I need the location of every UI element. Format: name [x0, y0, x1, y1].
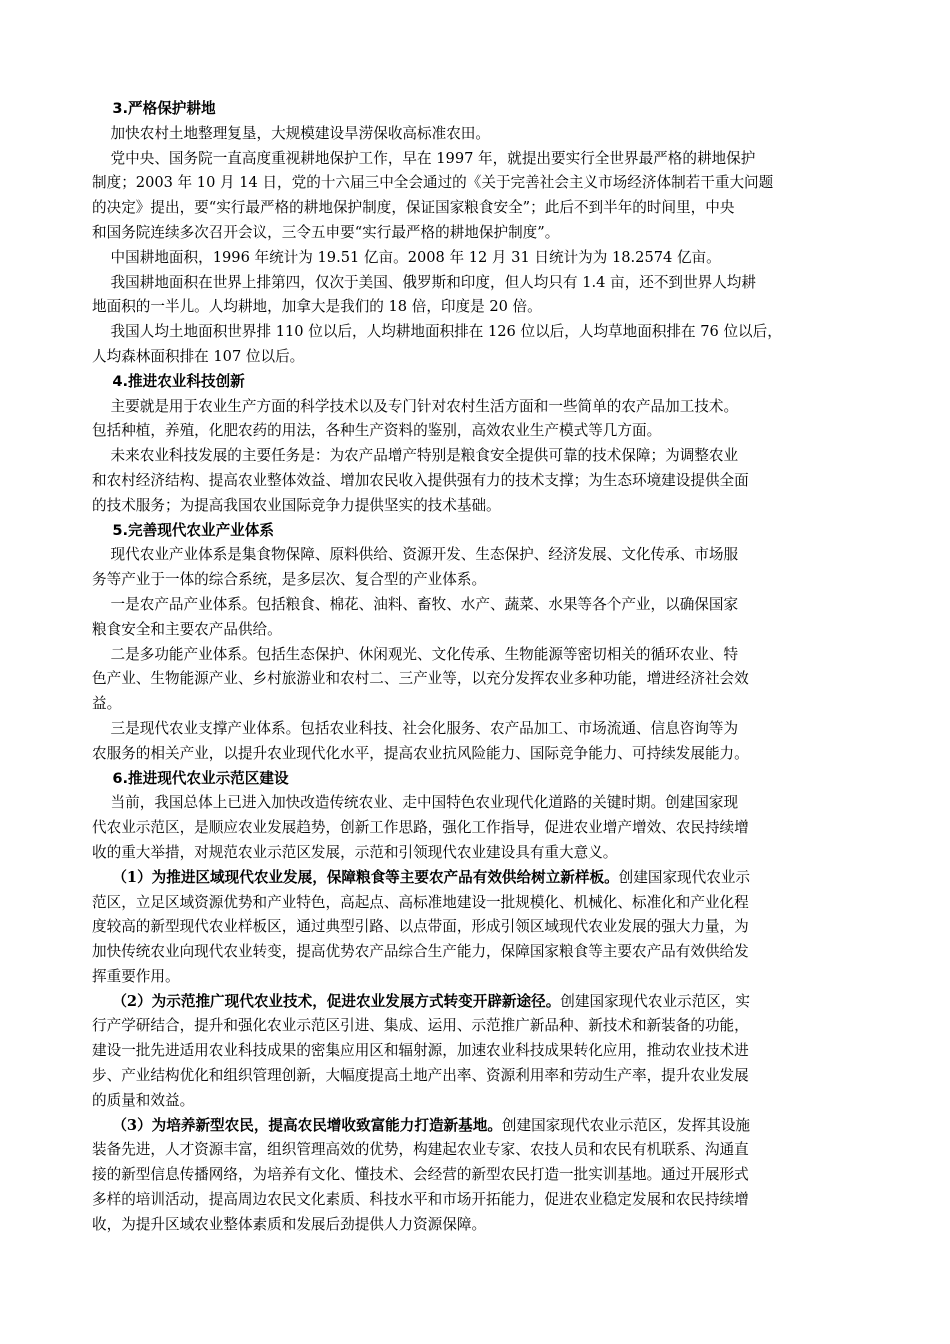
text-line: 范区，立足区域资源优势和产业特色，高起点、高标准地建设一批规模化、机械化、标准化和产业化程 [92, 893, 749, 911]
text-line: 的技术服务；为提高我国农业国际竞争力提供坚实的技术基础。 [92, 496, 501, 514]
bold-lead-text: （1）为推进区域现代农业发展，保障粮食等主要农产品有效供给树立新样板。 [92, 868, 619, 886]
text-line: 色产业、生物能源产业、乡村旅游业和农村二、三产业等，以充分发挥农业多种功能，增进经济社会效 [92, 670, 749, 688]
text-line: 当前，我国总体上已进入加快改造传统农业、走中国特色农业现代化道路的关键时期。创建国家现 [92, 794, 739, 812]
text-line: 主要就是用于农业生产方面的科学技术以及专门针对农村生活方面和一些简单的农产品加工技术。 [92, 397, 739, 415]
text-line: 和农村经济结构、提高农业整体效益、增加农民收入提供强有力的技术支撑；为生态环境建设提供全面 [92, 471, 749, 489]
body-text: 创建国家现代农业示范区，发挥其设施 [501, 1116, 751, 1134]
text-line: 步、产业结构优化和组织管理创新，大幅度提高土地产出率、资源利用率和劳动生产率，提升农业发展 [92, 1067, 749, 1085]
text-line: 三是现代农业支撑产业体系。包括农业科技、社会化服务、农产品加工、市场流通、信息咨询等为 [92, 719, 739, 737]
text-line: 收的重大举措，对规范农业示范区发展，示范和引领现代农业建设具有重大意义。 [92, 843, 618, 861]
text-line: 我国人均土地面积世界排 110 位以后，人均耕地面积排在 126 位以后，人均草地面积排在 76 位以后， [92, 323, 782, 341]
text-line [92, 990, 873, 1015]
text-line: 接的新型信息传播网络，为培养有文化、懂技术、会经营的新型农民打造一批实训基地。通过开展形式 [92, 1166, 749, 1184]
section-heading: 6.推进现代农业示范区建设 [92, 769, 289, 787]
text-line: 挥重要作用。 [92, 967, 180, 985]
section-heading: 3.严格保护耕地 [92, 100, 216, 117]
body-text: 创建国家现代农业示范区，实 [560, 992, 751, 1010]
text-line [92, 1114, 873, 1139]
text-line: 益。 [92, 695, 122, 713]
text-line: 一是农产品产业体系。包括粮食、棉花、油料、畜牧、水产、蔬菜、水果等各个产业，以确保国家 [92, 595, 739, 613]
text-line: 制度；2003 年 10 月 14 日，党的十六届三中全会通过的《关于完善社会主义市场经济体制若干重大问题 [92, 174, 774, 192]
text-line: 行产学研结合，提升和强化农业示范区引进、集成、运用、示范推广新品种、新技术和新装备的功能， [92, 1017, 749, 1035]
text-line: 度较高的新型现代农业样板区，通过典型引路、以点带面，形成引领区域现代农业发展的强大力量，为 [92, 918, 749, 936]
text-line: 收，为提升区域农业整体素质和发展后劲提供人力资源保障。 [92, 1215, 487, 1233]
text-line: 和国务院连续多次召开会议，三令五申要“实行最严格的耕地保护制度”。 [92, 223, 560, 241]
text-line: 装备先进，人才资源丰富，组织管理高效的优势，构建起农业专家、农技人员和农民有机联系、沟通直 [92, 1141, 749, 1159]
text-line: 建设一批先进适用农业科技成果的密集应用区和辐射源，加速农业科技成果转化应用，推动农业技术进 [92, 1042, 749, 1060]
text-line: 粮食安全和主要农产品供给。 [92, 620, 282, 638]
text-line: 多样的培训活动，提高周边农民文化素质、科技水平和市场开拓能力，促进农业稳定发展和农民持续增 [92, 1191, 749, 1209]
text-line: 地面积的一半儿。人均耕地，加拿大是我们的 18 倍，印度是 20 倍。 [92, 298, 542, 316]
text-line: 的决定》提出，要“实行最严格的耕地保护制度，保证国家粮食安全”；此后不到半年的时间里，中央 [92, 199, 735, 217]
text-line [92, 866, 873, 891]
text-line: 加快传统农业向现代农业转变，提高优势农产品综合生产能力，保障国家粮食等主要农产品有效供给发 [92, 943, 749, 961]
text-line: 加快农村土地整理复垦，大规模建设旱涝保收高标准农田。 [92, 124, 490, 142]
bold-lead-text: （2）为示范推广现代农业技术，促进农业发展方式转变开辟新途径。 [92, 992, 561, 1010]
text-line: 中国耕地面积，1996 年统计为 19.51 亿亩。2008 年 12 月 31 日统计为为 18.2574 亿亩。 [92, 248, 721, 266]
text-line: 务等产业于一体的综合系统，是多层次、复合型的产业体系。 [92, 571, 487, 589]
text-line: 党中央、国务院一直高度重视耕地保护工作，早在 1997 年，就提出要实行全世界最严格的耕地保护 [92, 149, 756, 167]
text-line: 未来农业科技发展的主要任务是：为农产品增产特别是粮食安全提供可靠的技术保障；为调整农业 [92, 447, 739, 465]
text-line: 人均森林面积排在 107 位以后。 [92, 347, 305, 365]
text-line: 二是多功能产业体系。包括生态保护、休闲观光、文化传承、生物能源等密切相关的循环农业、特 [92, 645, 739, 663]
text-line: 现代农业产业体系是集食物保障、原料供给、资源开发、生态保护、经济发展、文化传承、市场服 [92, 546, 739, 564]
text-line: 农服务的相关产业，以提升农业现代化水平，提高农业抗风险能力、国际竞争能力、可持续发展能力。 [92, 744, 749, 762]
bold-lead-text: （3）为培养新型农民，提高农民增收致富能力打造新基地。 [92, 1116, 502, 1134]
text-line: 包括种植，养殖，化肥农药的用法，各种生产资料的鉴别，高效农业生产模式等几方面。 [92, 422, 662, 440]
body-text: 创建国家现代农业示 [618, 868, 751, 886]
text-line: 代农业示范区，是顺应农业发展趋势，创新工作思路，强化工作指导，促进农业增产增效、农民持续增 [92, 819, 749, 837]
section-heading: 4.推进农业科技创新 [92, 372, 245, 390]
text-line: 的质量和效益。 [92, 1091, 195, 1109]
section-heading: 5.完善现代农业产业体系 [92, 521, 274, 539]
text-line: 我国耕地面积在世界上排第四，仅次于美国、俄罗斯和印度，但人均只有 1.4 亩，还不到世界人均耕 [92, 273, 756, 291]
